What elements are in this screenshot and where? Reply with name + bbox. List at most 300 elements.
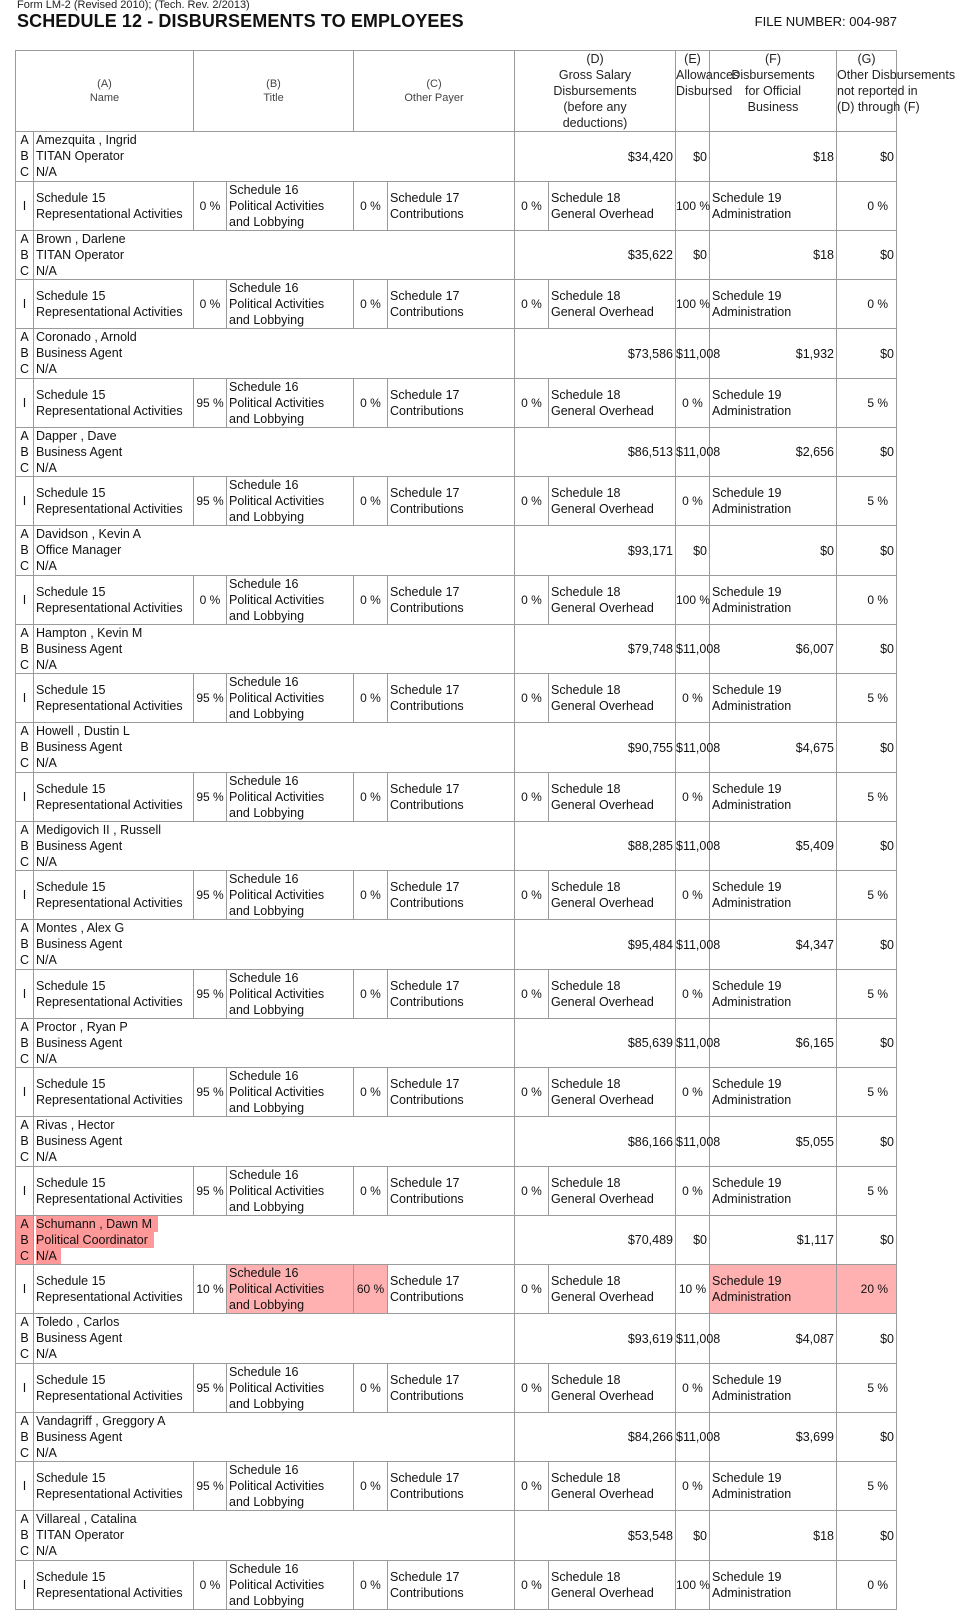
schedule-17-line: Contributions: [390, 1585, 464, 1600]
schedule-16-label: [227, 871, 354, 920]
employee-identity: [34, 329, 515, 378]
official-business: [710, 427, 837, 476]
schedule-17-percent: [515, 1560, 549, 1609]
form-version: Form LM-2 (Revised 2010); (Tech. Rev. 2/2013): [17, 0, 250, 11]
employee-other-payer-wrap: [36, 657, 61, 673]
schedule-17-line: Contributions: [390, 206, 464, 221]
row-letter-b: B: [20, 1134, 29, 1149]
schedule-15-line: Schedule 15: [36, 486, 106, 501]
schedule-16-line: Schedule 16: [229, 576, 299, 591]
schedule-19-label: [710, 575, 837, 624]
gross-salary-value: $88,285: [627, 839, 673, 854]
schedule-17-line: Contributions: [390, 502, 464, 517]
allowances: [676, 723, 721, 772]
schedule-18-percent: [676, 674, 710, 723]
employee-identity: [34, 427, 515, 476]
schedule-19-label: [710, 772, 837, 821]
gross-salary-value: $93,171: [627, 543, 673, 558]
schedule-15-percent-value: 95 %: [196, 691, 224, 706]
schedule-15-percent-value: 95 %: [196, 789, 224, 804]
employee-identity: [34, 526, 515, 575]
row-letter-b: B: [20, 247, 29, 262]
other-disbursements: [837, 427, 897, 476]
schedule-17-line: Schedule 17: [390, 880, 460, 895]
schedule-16-line: Political Activities: [229, 494, 325, 509]
other-disbursements-value: $0: [880, 937, 894, 952]
row-letters: [16, 1018, 34, 1067]
schedule-18-label: [549, 1560, 676, 1609]
schedule-18-line: Schedule 18: [551, 781, 621, 796]
allowances: [676, 132, 710, 181]
employee-other-payer-wrap: [36, 1346, 61, 1362]
schedule-17-percent: [515, 1265, 549, 1314]
schedule-19-line: Administration: [712, 994, 792, 1009]
employee-name: Rivas , Hector: [36, 1118, 115, 1133]
other-disbursements-value: $0: [880, 346, 894, 361]
official-business-value: $18: [813, 248, 834, 263]
schedule-17-line: Contributions: [390, 994, 464, 1009]
schedule-18-line: Schedule 18: [551, 1175, 621, 1190]
schedule-16-percent-value: 60 %: [356, 1282, 385, 1297]
schedule-19-line: Administration: [712, 896, 792, 911]
gross-salary-value: $53,548: [627, 1528, 673, 1543]
schedule-18-line: General Overhead: [551, 797, 654, 812]
employee-name: Villareal , Catalina: [36, 1512, 137, 1527]
schedule-15-line: Schedule 15: [36, 781, 106, 796]
allowances-value: $11,008: [676, 1134, 721, 1149]
employee-other-payer: N/A: [36, 1347, 57, 1362]
employee-identity: [34, 1018, 515, 1067]
schedule-16-line: and Lobbying: [229, 904, 305, 919]
employee-name-wrap: [36, 822, 167, 838]
schedule-15-percent: [194, 772, 227, 821]
row-letter-i-cell: [16, 1363, 34, 1412]
employee-name: Amezquita , Ingrid: [36, 133, 137, 148]
schedule-17-percent-value: 0 %: [521, 297, 542, 312]
schedule-16-line: Schedule 16: [229, 1561, 299, 1576]
schedule-19-line: Schedule 19: [712, 1372, 782, 1387]
schedule-18-percent: [676, 772, 710, 821]
schedule-17-line: Schedule 17: [390, 190, 460, 205]
schedule-17-percent-value: 0 %: [521, 395, 542, 410]
employee-name: Dapper , Dave: [36, 428, 117, 443]
gross-salary-value: $79,748: [627, 642, 673, 657]
file-number: FILE NUMBER: 004-987: [754, 14, 897, 29]
header-d-line3: (before any: [563, 100, 627, 114]
allowances-value: $0: [693, 248, 707, 263]
header-g-line1: Other Disbursements: [837, 68, 955, 82]
row-letter-i-cell: [16, 378, 34, 427]
schedule-19-percent-value: 5 %: [867, 1085, 888, 1100]
schedule-19-line: Administration: [712, 699, 792, 714]
schedule-18-percent-value: 0 %: [682, 494, 703, 509]
official-business: [710, 821, 837, 870]
schedule-16-line: and Lobbying: [229, 1396, 305, 1411]
employee-name-wrap: [36, 231, 132, 247]
gross-salary: [515, 920, 676, 969]
schedule-19-line: Schedule 19: [712, 1077, 782, 1092]
employee-info-row: [16, 1412, 897, 1461]
other-disbursements: [837, 624, 897, 673]
schedule-19-percent: [837, 1363, 897, 1412]
schedule-18-line: Schedule 18: [551, 683, 621, 698]
schedule-18-percent-value: 0 %: [682, 789, 703, 804]
schedule-15-percent-value: 95 %: [196, 986, 224, 1001]
schedule-17-percent-value: 0 %: [521, 986, 542, 1001]
row-letter-a: A: [20, 330, 29, 345]
allowances: [676, 230, 710, 279]
schedule-16-line: and Lobbying: [229, 608, 305, 623]
schedule-18-percent-value: 0 %: [682, 1183, 703, 1198]
header-other-payer: [354, 51, 515, 132]
employee-name-wrap: [36, 526, 147, 542]
schedule-18-percent-value: 0 %: [682, 1479, 703, 1494]
row-letters: [16, 427, 34, 476]
employee-other-payer-wrap: [36, 1051, 61, 1067]
schedule-17-percent: [515, 280, 549, 329]
schedule-16-line: Political Activities: [229, 1282, 325, 1297]
schedule-19-line: Schedule 19: [712, 1569, 782, 1584]
schedule-19-line: Schedule 19: [712, 1175, 782, 1190]
schedule-17-label: [388, 674, 515, 723]
schedule-18-line: General Overhead: [551, 896, 654, 911]
schedule-18-percent: [676, 969, 710, 1018]
other-disbursements-value: $0: [880, 248, 894, 263]
gross-salary-value: $34,420: [627, 149, 673, 164]
header-allowances: [676, 51, 740, 132]
schedule-19-percent-value: 0 %: [867, 297, 888, 312]
schedule-15-line: Representational Activities: [36, 896, 183, 911]
employee-other-payer: N/A: [36, 1544, 57, 1559]
schedule-18-line: Schedule 18: [551, 289, 621, 304]
schedule-15-label: [34, 280, 194, 329]
schedule-15-percent-value: 0 %: [199, 297, 221, 312]
schedule-18-label: [549, 1265, 676, 1314]
schedule-15-line: Schedule 15: [36, 1274, 106, 1289]
other-disbursements: [837, 1511, 897, 1560]
schedule-19-percent-value: 5 %: [867, 395, 888, 410]
employee-title-wrap: [36, 1133, 128, 1149]
header-d-line1: Gross Salary: [558, 68, 632, 82]
schedule-19-line: Schedule 19: [712, 1471, 782, 1486]
row-letter-i-cell: [16, 1462, 34, 1511]
official-business-value: $18: [813, 1528, 834, 1543]
row-letter-i-cell: [16, 871, 34, 920]
schedule-15-percent-value: 95 %: [196, 395, 224, 410]
official-business: [710, 230, 837, 279]
schedule-16-label: [227, 1265, 354, 1314]
employee-info-row: [16, 132, 897, 181]
schedule-17-line: Schedule 17: [390, 1175, 460, 1190]
schedule-18-line: General Overhead: [551, 1487, 654, 1502]
schedule-16-percent: [354, 1166, 388, 1215]
schedule-15-percent-value: 0 %: [199, 198, 221, 213]
row-letter-c: C: [19, 559, 30, 574]
employee-title: Business Agent: [36, 740, 123, 755]
schedule-18-percent: [676, 575, 710, 624]
employee-other-payer: N/A: [36, 1248, 57, 1263]
row-letter-a: A: [20, 1019, 29, 1034]
schedule-15-label: [34, 1363, 194, 1412]
schedule-15-line: Representational Activities: [36, 797, 183, 812]
schedule-17-percent-value: 0 %: [521, 1085, 542, 1100]
row-letter-b: B: [20, 1528, 29, 1543]
employee-allocation-row: [16, 477, 897, 526]
gross-salary: [515, 821, 676, 870]
schedule-18-line: Schedule 18: [551, 1274, 621, 1289]
allowances: [676, 329, 721, 378]
schedule-16-line: Political Activities: [229, 888, 325, 903]
gross-salary: [515, 1412, 676, 1461]
employee-info-row: [16, 427, 897, 476]
other-disbursements: [837, 1215, 897, 1264]
row-letter-a: A: [20, 921, 29, 936]
schedule-19-line: Schedule 19: [712, 486, 782, 501]
schedule-18-label: [549, 772, 676, 821]
row-letter-a: A: [20, 724, 29, 739]
allowances-value: $11,008: [676, 1331, 721, 1346]
schedule-19-line: Administration: [712, 403, 792, 418]
gross-salary-value: $73,586: [627, 346, 673, 361]
other-disbursements: [837, 132, 897, 181]
official-business-value: $1,932: [795, 346, 834, 361]
row-letter-c: C: [19, 1150, 30, 1165]
employee-identity: [34, 1117, 515, 1166]
schedule-17-percent: [515, 1068, 549, 1117]
schedule-18-line: Schedule 18: [551, 1372, 621, 1387]
employee-other-payer: N/A: [36, 460, 57, 475]
row-letter-a: A: [20, 1118, 29, 1133]
header-g-line2: not reported in: [837, 84, 918, 98]
schedule-16-line: and Lobbying: [229, 1593, 305, 1608]
row-letters: [16, 1314, 34, 1363]
employee-title: Business Agent: [36, 937, 123, 952]
schedule-16-line: and Lobbying: [229, 1199, 305, 1214]
official-business-value: $5,409: [795, 839, 834, 854]
schedule-17-percent: [515, 378, 549, 427]
schedule-16-percent: [354, 1560, 388, 1609]
schedule-17-label: [388, 1265, 515, 1314]
row-letter-i-cell: [16, 1068, 34, 1117]
employee-identity: [34, 132, 515, 181]
employee-title: Business Agent: [36, 444, 123, 459]
official-business-value: $4,675: [795, 740, 834, 755]
gross-salary: [515, 1018, 676, 1067]
schedule-16-line: Political Activities: [229, 592, 325, 607]
header-g-line3: (D) through (F): [837, 100, 920, 114]
row-letter-i: I: [22, 1380, 27, 1395]
schedule-15-line: Representational Activities: [36, 1290, 183, 1305]
schedule-16-line: Political Activities: [229, 691, 325, 706]
row-letter-i-cell: [16, 1560, 34, 1609]
row-letter-i: I: [22, 1479, 27, 1494]
schedule-17-percent: [515, 969, 549, 1018]
schedule-19-percent-value: 5 %: [867, 1380, 888, 1395]
schedule-17-line: Schedule 17: [390, 289, 460, 304]
schedule-19-line: Schedule 19: [712, 880, 782, 895]
schedule-15-line: Representational Activities: [36, 1191, 183, 1206]
schedule-19-line: Administration: [712, 600, 792, 615]
schedule-15-percent: [194, 674, 227, 723]
allowances-value: $0: [693, 1528, 707, 1543]
schedule-17-label: [388, 378, 515, 427]
row-letter-a: A: [20, 428, 29, 443]
other-disbursements-value: $0: [880, 1331, 894, 1346]
schedule-16-line: Political Activities: [229, 1577, 325, 1592]
schedule-15-line: Representational Activities: [36, 206, 183, 221]
schedule-17-percent: [515, 772, 549, 821]
employee-title-wrap: [36, 1527, 130, 1543]
allowances-value: $11,008: [676, 1430, 721, 1445]
employee-allocation-row: [16, 378, 897, 427]
employee-allocation-row: [16, 280, 897, 329]
row-letter-i: I: [22, 1577, 27, 1592]
schedule-18-percent: [676, 477, 710, 526]
schedule-18-percent: [676, 1363, 710, 1412]
schedule-15-line: Representational Activities: [36, 305, 183, 320]
row-letter-c: C: [19, 1051, 30, 1066]
other-disbursements: [837, 1314, 897, 1363]
schedule-15-line: Representational Activities: [36, 403, 183, 418]
schedule-16-line: Schedule 16: [229, 773, 299, 788]
employee-identity: [34, 920, 515, 969]
schedule-15-percent-value: 95 %: [196, 888, 224, 903]
employee-allocation-row: [16, 1560, 897, 1609]
schedule-16-percent-value: 0 %: [360, 1577, 381, 1592]
schedule-19-label: [710, 674, 837, 723]
schedule-18-label: [549, 575, 676, 624]
header-f-line2: for Official: [744, 84, 802, 98]
schedule-18-line: General Overhead: [551, 305, 654, 320]
schedule-19-line: Administration: [712, 1290, 792, 1305]
other-disbursements: [837, 329, 897, 378]
gross-salary-value: $70,489: [627, 1233, 673, 1248]
schedule-18-label: [549, 181, 676, 230]
schedule-18-percent: [676, 1265, 710, 1314]
schedule-16-line: and Lobbying: [229, 1002, 305, 1017]
schedule-18-label: [549, 1068, 676, 1117]
employee-info-row: [16, 920, 897, 969]
schedule-18-line: General Overhead: [551, 1191, 654, 1206]
schedule-16-line: and Lobbying: [229, 214, 305, 229]
schedule-18-label: [549, 1166, 676, 1215]
schedule-17-percent-value: 0 %: [521, 198, 542, 213]
schedule-16-line: Schedule 16: [229, 1167, 299, 1182]
schedule-17-line: Contributions: [390, 1191, 464, 1206]
gross-salary: [515, 329, 676, 378]
employee-name: Howell , Dustin L: [36, 724, 130, 739]
schedule-17-percent-value: 0 %: [521, 691, 542, 706]
row-letter-i-cell: [16, 674, 34, 723]
schedule-16-percent-value: 0 %: [360, 986, 381, 1001]
schedule-19-percent-value: 5 %: [867, 986, 888, 1001]
schedule-18-percent: [676, 378, 710, 427]
schedule-19-percent: [837, 772, 897, 821]
employee-title-wrap: [36, 247, 130, 263]
schedule-16-line: Political Activities: [229, 297, 325, 312]
schedule-16-line: and Lobbying: [229, 411, 305, 426]
schedule-16-label: [227, 1462, 354, 1511]
schedule-16-line: Schedule 16: [229, 281, 299, 296]
other-disbursements: [837, 723, 897, 772]
row-letter-a: A: [20, 625, 29, 640]
schedule-18-line: Schedule 18: [551, 1077, 621, 1092]
schedule-19-percent: [837, 1068, 897, 1117]
schedule-16-percent: [354, 772, 388, 821]
schedule-15-percent-value: 95 %: [196, 1183, 224, 1198]
employee-allocation-row: [16, 1265, 897, 1314]
schedule-18-percent-value: 0 %: [682, 1085, 703, 1100]
employee-identity: [34, 624, 515, 673]
schedule-19-label: [710, 1068, 837, 1117]
schedule-17-line: Schedule 17: [390, 486, 460, 501]
employee-title-wrap: [36, 936, 128, 952]
employee-allocation-row: [16, 969, 897, 1018]
schedule-18-percent: [676, 871, 710, 920]
row-letter-i: I: [22, 198, 27, 213]
schedule-15-label: [34, 477, 194, 526]
schedule-19-line: Schedule 19: [712, 978, 782, 993]
schedule-18-line: Schedule 18: [551, 978, 621, 993]
allowances: [676, 1117, 721, 1166]
employee-title: Business Agent: [36, 838, 123, 853]
employee-title: Political Coordinator: [36, 1232, 148, 1247]
schedule-16-label: [227, 1068, 354, 1117]
row-letter-i-cell: [16, 181, 34, 230]
employee-info-row: [16, 1314, 897, 1363]
row-letter-c: C: [19, 1347, 30, 1362]
row-letter-c: C: [19, 1248, 30, 1263]
header-c-code: (C): [426, 78, 442, 91]
schedule-16-line: Political Activities: [229, 395, 325, 410]
employee-other-payer: N/A: [36, 756, 57, 771]
other-disbursements-value: $0: [880, 1036, 894, 1051]
schedule-18-label: [549, 280, 676, 329]
schedule-17-label: [388, 1560, 515, 1609]
schedule-17-percent: [515, 674, 549, 723]
schedule-18-line: General Overhead: [551, 699, 654, 714]
schedule-15-line: Representational Activities: [36, 1585, 183, 1600]
employee-info-row: [16, 1511, 897, 1560]
employee-name-wrap: [36, 329, 143, 345]
employee-name-wrap: [36, 1413, 171, 1429]
schedule-18-percent-value: 0 %: [682, 691, 703, 706]
row-letter-i-cell: [16, 280, 34, 329]
schedule-17-label: [388, 181, 515, 230]
employee-title-wrap: [36, 345, 128, 361]
schedule-19-label: [710, 1166, 837, 1215]
schedule-16-line: Schedule 16: [229, 970, 299, 985]
schedule-17-line: Contributions: [390, 1388, 464, 1403]
gross-salary-value: $85,639: [627, 1036, 673, 1051]
schedule-15-percent: [194, 969, 227, 1018]
header-e-line2: Disbursed: [676, 84, 733, 98]
employee-other-payer-wrap: [36, 460, 61, 476]
schedule-15-percent: [194, 1462, 227, 1511]
schedule-18-percent-value: 0 %: [682, 986, 703, 1001]
other-disbursements: [837, 1412, 897, 1461]
schedule-17-percent-value: 0 %: [521, 494, 542, 509]
schedule-18-percent: [676, 1166, 710, 1215]
schedule-16-line: Political Activities: [229, 1183, 325, 1198]
schedule-15-line: Representational Activities: [36, 600, 183, 615]
employee-name: Toledo , Carlos: [36, 1315, 120, 1330]
schedule-19-percent: [837, 1166, 897, 1215]
official-business: [710, 1117, 837, 1166]
employee-title: Office Manager: [36, 543, 122, 558]
employee-title-wrap: [36, 1330, 128, 1346]
schedule-16-label: [227, 1560, 354, 1609]
